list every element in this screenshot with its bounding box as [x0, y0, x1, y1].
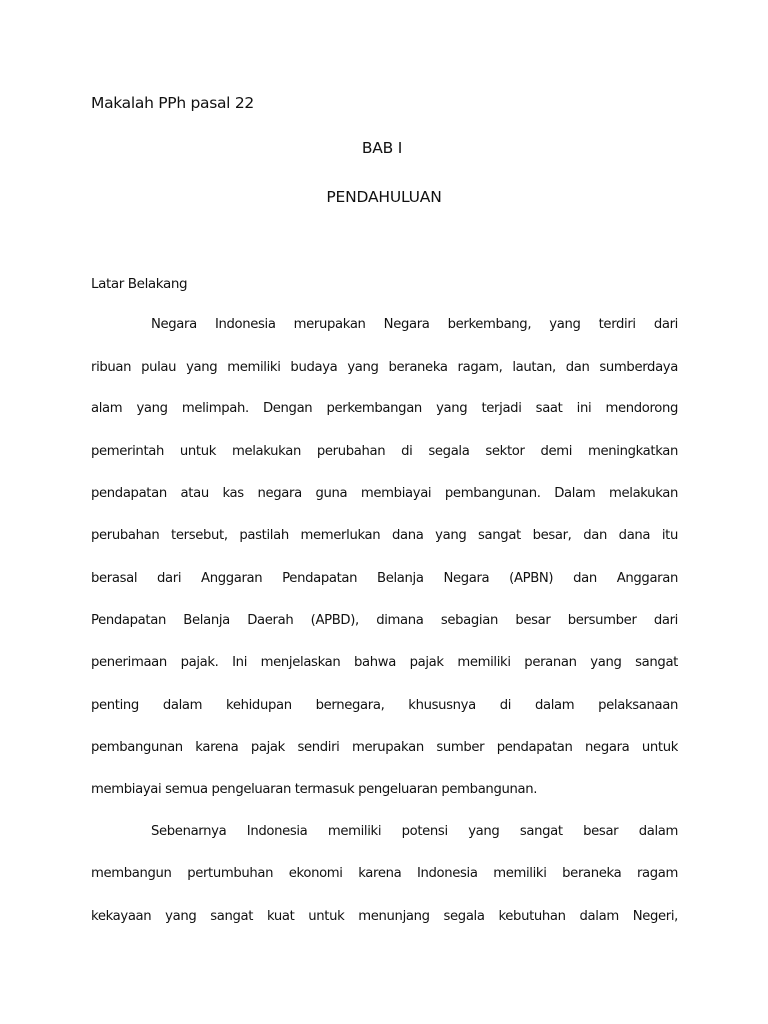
paragraph-line: perubahan tersebut, pastilah memerlukan dana yang sangat besar, dan dana itu	[91, 528, 678, 543]
paragraph-line: Negara Indonesia merupakan Negara berkembang, yang terdiri dari	[151, 317, 678, 332]
paragraph-line: alam yang melimpah. Dengan perkembangan yang terjadi saat ini mendorong	[91, 401, 678, 416]
chapter-number: BAB I	[361, 139, 403, 157]
paragraph-line: pemerintah untuk melakukan perubahan di segala sektor demi meningkatkan	[91, 444, 678, 459]
paragraph-line: pendapatan atau kas negara guna membiayai pembangunan. Dalam melakukan	[91, 486, 678, 501]
paragraph-line: berasal dari Anggaran Pendapatan Belanja Negara (APBN) dan Anggaran	[91, 571, 678, 586]
paragraph-line: Sebenarnya Indonesia memiliki potensi yang sangat besar dalam	[151, 824, 678, 839]
paragraph-line: ribuan pulau yang memiliki budaya yang beraneka ragam, lautan, dan sumberdaya	[91, 360, 678, 375]
section-heading: Latar Belakang	[91, 276, 188, 292]
chapter-title: PENDAHULUAN	[326, 188, 442, 206]
paragraph-line: penerimaan pajak. Ini menjelaskan bahwa pajak memiliki peranan yang sangat	[91, 655, 678, 670]
paragraph-line: kekayaan yang sangat kuat untuk menunjang segala kebutuhan dalam Negeri,	[91, 909, 678, 924]
paragraph-line: membangun pertumbuhan ekonomi karena Indonesia memiliki beraneka ragam	[91, 866, 678, 881]
paragraph-line: pembangunan karena pajak sendiri merupakan sumber pendapatan negara untuk	[91, 740, 678, 755]
paragraph-line: penting dalam kehidupan bernegara, khususnya di dalam pelaksanaan	[91, 698, 678, 713]
document-title: Makalah PPh pasal 22	[91, 94, 254, 112]
paragraph-line: membiayai semua pengeluaran termasuk pengeluaran pembangunan.	[91, 782, 538, 797]
paragraph-line: Pendapatan Belanja Daerah (APBD), dimana sebagian besar bersumber dari	[91, 613, 678, 628]
